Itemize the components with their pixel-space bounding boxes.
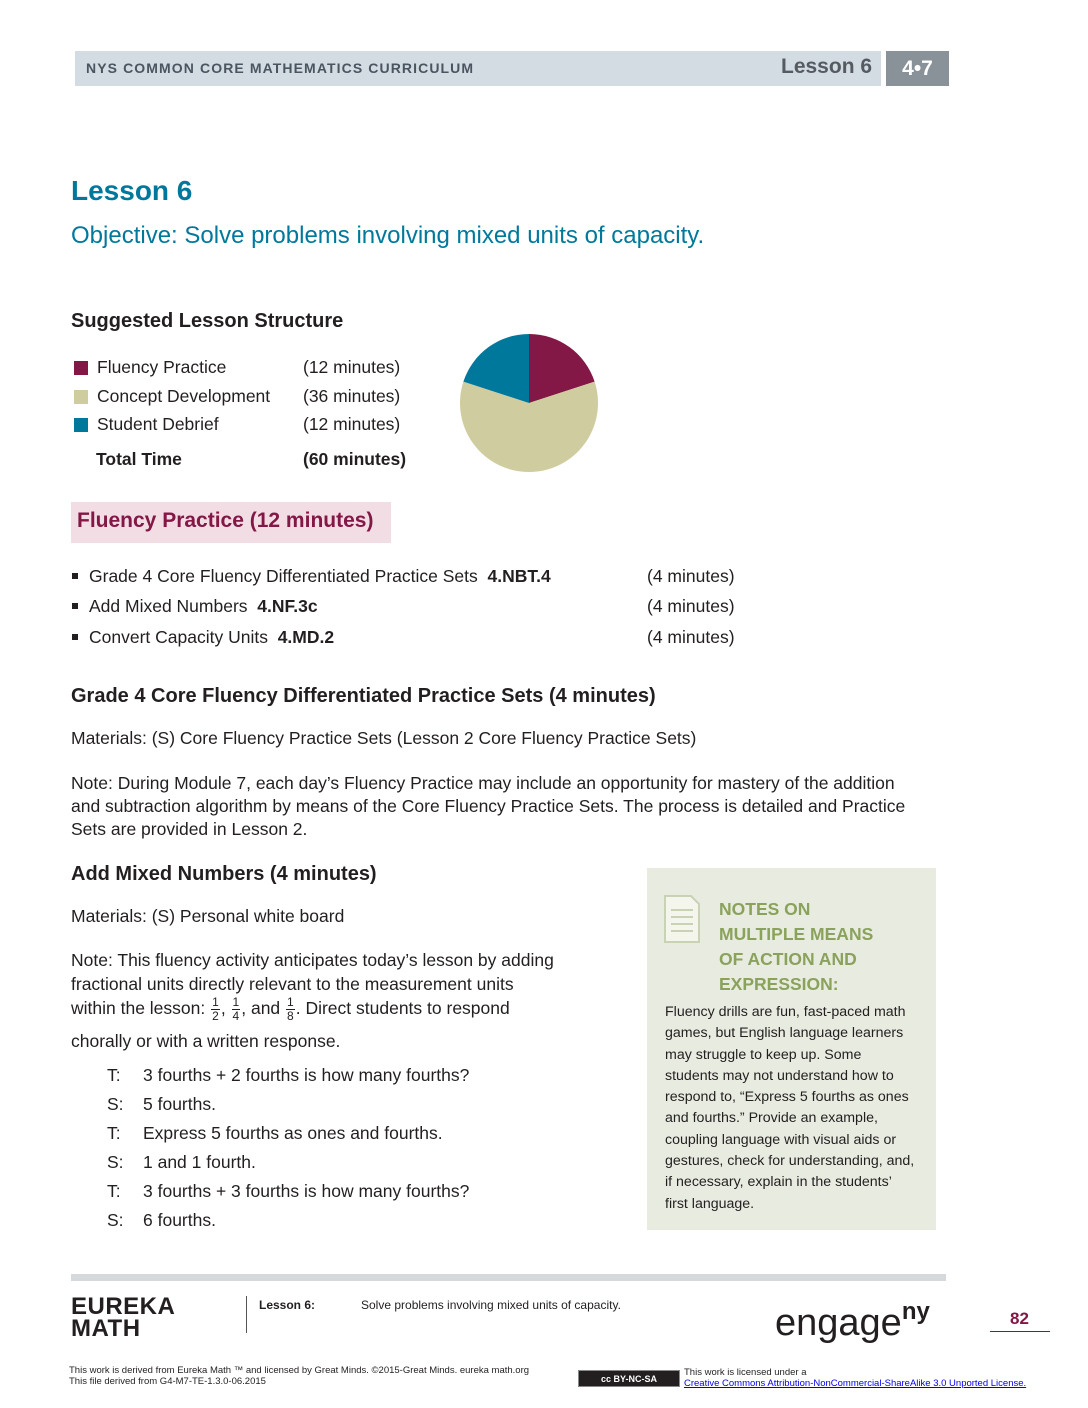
- eureka-math-logo: [71, 1293, 176, 1342]
- dialogue-speaker: S:: [107, 1094, 124, 1114]
- license-link[interactable]: Creative Commons Attribution-NonCommercial-ShareAlike 3.0 Unported License.: [684, 1378, 1027, 1389]
- footer-divider: [246, 1296, 247, 1333]
- notes-line: coupling language with visual aids or: [665, 1131, 897, 1148]
- cc-license-badge[interactable]: cc BY-NC-SA: [578, 1370, 680, 1387]
- engage-sup: ny: [901, 1298, 930, 1325]
- section-heading: Grade 4 Core Fluency Differentiated Practice Sets (4 minutes): [71, 685, 656, 707]
- fluency-item-standard: 4.MD.2: [277, 627, 335, 647]
- fluency-item: [89, 627, 334, 648]
- bullet-icon: [72, 634, 78, 640]
- notes-line: games, but English language learners: [665, 1025, 904, 1042]
- dialogue-text: Express 5 fourths as ones and fourths.: [143, 1123, 443, 1143]
- materials: Materials: (S) Core Fluency Practice Sets (Lesson 2 Core Fluency Practice Sets): [71, 728, 697, 748]
- total-label: Total Time: [96, 449, 182, 469]
- module-badge: 4•7: [886, 51, 949, 86]
- denominator: 2: [212, 1009, 219, 1023]
- objective: Objective: Solve problems involving mixed units of capacity.: [71, 222, 705, 249]
- notes-title: [719, 897, 873, 997]
- notes-line: students may not understand how to: [665, 1067, 894, 1084]
- derived-line: This work is derived from Eureka Math ™ and licensed by Great Minds. ©2015-Great Minds. eureka math.org: [69, 1365, 530, 1376]
- numerator: 1: [287, 995, 294, 1009]
- logo-line: EUREKA: [71, 1293, 176, 1320]
- derived-line: This file derived from G4-M7-TE-1.3.0-06.2015: [69, 1376, 266, 1387]
- dialogue-speaker: T:: [107, 1123, 121, 1143]
- total-time: (60 minutes): [303, 449, 407, 469]
- note-text: , and: [241, 998, 281, 1019]
- notes-line: may struggle to keep up. Some: [665, 1046, 862, 1063]
- structure-label: Fluency Practice: [97, 357, 227, 377]
- fluency-item-time: (4 minutes): [647, 596, 735, 616]
- notes-line: and fourths.” Provide an example,: [665, 1110, 878, 1127]
- dialogue-text: 5 fourths.: [143, 1094, 216, 1114]
- fluency-item: [89, 596, 318, 617]
- structure-time: (12 minutes): [303, 357, 401, 377]
- license-line: This work is licensed under a: [684, 1367, 807, 1378]
- lesson-title: Lesson 6: [71, 175, 193, 206]
- denominator: 8: [287, 1009, 294, 1023]
- engage-text: engage: [775, 1302, 902, 1344]
- note-line: Sets are provided in Lesson 2.: [71, 819, 308, 839]
- notes-line: respond to, “Express 5 fourths as ones: [665, 1089, 909, 1106]
- fluency-item-time: (4 minutes): [647, 627, 735, 647]
- fluency-item-text: Grade 4 Core Fluency Differentiated Practice Sets: [89, 566, 478, 586]
- page-number: 82: [1010, 1309, 1029, 1328]
- derived-notice: [69, 1365, 529, 1387]
- concept-swatch: [74, 390, 88, 404]
- lesson-pie-chart: [458, 332, 600, 474]
- structure-label: Student Debrief: [97, 414, 219, 434]
- page-number-rule: [990, 1331, 1050, 1332]
- denominator: 4: [232, 1009, 240, 1023]
- bullet-icon: [72, 603, 78, 609]
- structure-label: Concept Development: [97, 386, 271, 406]
- note-line: chorally or with a written response.: [71, 1031, 341, 1051]
- note-line-fractions: within the lesson: $\frac{1}{2}$ , $\frac{1}{4}$ , and $\frac{1}{8}$ . Direct students to respond: [71, 995, 510, 1023]
- logo-line: MATH: [71, 1315, 141, 1342]
- numerator: 1: [212, 995, 219, 1009]
- dialogue-speaker: S:: [107, 1210, 124, 1230]
- note-line: Note: During Module 7, each day’s Fluency Practice may include an opportunity for mastery of the addition: [71, 773, 895, 793]
- note-text: . Direct students to respond: [295, 998, 510, 1019]
- dialogue-speaker: T:: [107, 1065, 121, 1085]
- note-line: Note: This fluency activity anticipates today’s lesson by adding: [71, 950, 554, 970]
- note-line: and subtraction algorithm by means of the Core Fluency Practice Sets. The process is detailed and Practice: [71, 796, 906, 816]
- footer-rule: [71, 1274, 946, 1281]
- notes-title-line: EXPRESSION:: [719, 974, 839, 994]
- structure-time: (12 minutes): [303, 414, 401, 434]
- fluency-item-text: Add Mixed Numbers: [89, 596, 248, 616]
- notes-line: gestures, check for understanding, and,: [665, 1153, 915, 1170]
- dialogue-text: 6 fourths.: [143, 1210, 216, 1230]
- fraction-one-half: [211, 996, 220, 1023]
- fluency-heading: Fluency Practice (12 minutes): [77, 509, 374, 532]
- numerator: 1: [232, 995, 240, 1009]
- notes-line: Fluency drills are fun, fast-paced math: [665, 1004, 906, 1020]
- debrief-swatch: [74, 418, 88, 432]
- fluency-item-time: (4 minutes): [647, 566, 735, 586]
- fluency-item-standard: 4.NBT.4: [487, 566, 551, 586]
- dialogue-speaker: T:: [107, 1181, 121, 1201]
- footer-lesson-objective: Solve problems involving mixed units of capacity.: [361, 1298, 621, 1312]
- fraction-one-eighth: [286, 996, 295, 1023]
- notes-title-line: MULTIPLE MEANS: [719, 924, 874, 944]
- license-notice: [684, 1367, 1026, 1389]
- structure-time: (36 minutes): [303, 386, 401, 406]
- fraction-one-fourth: [232, 996, 241, 1023]
- dialogue-text: 3 fourths + 2 fourths is how many fourths?: [143, 1065, 470, 1085]
- materials: Materials: (S) Personal white board: [71, 906, 345, 926]
- dialogue-text: 3 fourths + 3 fourths is how many fourths?: [143, 1181, 470, 1201]
- notes-line: if necessary, explain in the students’: [665, 1174, 892, 1191]
- fluency-item-standard: 4.NF.3c: [257, 596, 318, 616]
- footer-lesson-label: Lesson 6:: [259, 1298, 316, 1312]
- section-heading: Add Mixed Numbers (4 minutes): [71, 863, 377, 885]
- notes-title-line: OF ACTION AND: [719, 949, 857, 969]
- notes-body: [665, 1002, 927, 1215]
- engageny-logo: [775, 1298, 930, 1345]
- fluency-item-text: Convert Capacity Units: [89, 627, 268, 647]
- curriculum-label: NYS COMMON CORE MATHEMATICS CURRICULUM: [86, 60, 475, 76]
- dialogue-speaker: S:: [107, 1152, 124, 1172]
- dialogue-text: 1 and 1 fourth.: [143, 1152, 256, 1172]
- notes-document-icon: [663, 894, 701, 944]
- notes-title-line: NOTES ON: [719, 899, 811, 919]
- note-line: fractional units directly relevant to the measurement units: [71, 974, 514, 994]
- structure-heading: Suggested Lesson Structure: [71, 310, 344, 332]
- bullet-icon: [72, 573, 78, 579]
- header-lesson: Lesson 6: [781, 55, 873, 78]
- fluency-swatch: [74, 361, 88, 375]
- fluency-item: [89, 566, 551, 587]
- notes-line: first language.: [665, 1195, 755, 1212]
- note-text: within the lesson:: [71, 998, 206, 1019]
